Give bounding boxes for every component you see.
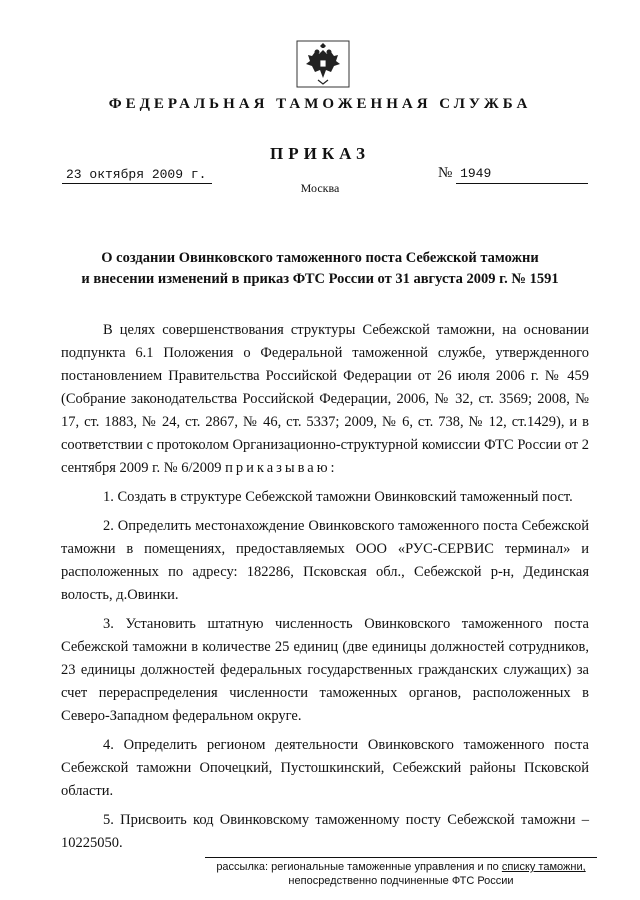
distribution-text-b: списку таможни, — [501, 861, 586, 873]
distribution-text-2: непосредственно подчиненные ФТС России — [288, 875, 514, 887]
number-prefix: № — [438, 165, 453, 181]
order-item-4: 4. Определить регионом деятельности Овинковского таможенного поста Себежской таможни Опочецкий, Пустошкинский, Себежский районы Псковской области. — [61, 737, 589, 799]
preamble-paragraph — [61, 319, 589, 480]
footer-divider — [205, 857, 597, 858]
order-item-2: 2. Определить местонахождение Овинковского таможенного поста Себежской таможни в помещениях, предоставляемых ООО «РУС-СЕРВИС терминал» и расположенных по адресу: 182286, Псковская обл., Себежской р-н, Дединская волость, д.Овинки. — [61, 518, 589, 603]
subject-line-1: О создании Овинковского таможенного поста Себежской таможни — [101, 250, 539, 266]
order-item-1: 1. Создать в структуре Себежской таможни Овинковский таможенный пост. — [103, 489, 573, 505]
russian-coat-of-arms-icon — [296, 40, 350, 88]
city: Москва — [300, 181, 340, 195]
distribution-note — [205, 860, 597, 888]
order-date: 23 октября 2009 г. — [62, 167, 212, 184]
subject-line-2: и внесении изменений в приказ ФТС России от 31 августа 2009 г. № 1591 — [81, 271, 559, 287]
order-word: приказываю: — [225, 460, 338, 476]
agency-name: ФЕДЕРАЛЬНАЯ ТАМОЖЕННАЯ СЛУЖБА — [108, 96, 532, 112]
order-subject — [40, 248, 600, 290]
distribution-text-a: рассылка: региональные таможенные управления и по — [216, 861, 502, 873]
number-value: 1949 — [456, 165, 588, 184]
order-item-3: 3. Установить штатную численность Овинковского таможенного поста Себежской таможни в количестве 25 единиц (две единицы должностей сотрудников, 23 единицы должностей федеральных государственных гражданских служащих) за счет перераспределения численности таможенных органов, расположенных в Северо-Западном федеральном округе. — [61, 616, 589, 724]
order-item-5: 5. Присвоить код Овинковскому таможенному посту Себежской таможни – 10225050. — [61, 812, 589, 851]
preamble-text: В целях совершенствования структуры Себежской таможни, на основании подпункта 6.1 Положения о Федеральной таможенной службе, утвержденного постановлением Правительства Российской Федерации от 26 июля 2006 г. № 459 (Собрание законодательства Российской Федерации, 2006, № 32, ст. 3569; 2008, № 17, ст. 1883, № 24, ст. 2867, № 46, ст. 5337; 2009, № 6, ст. 738, № 12, ст.1429), и в соответствии с протоколом Организационно-структурной комиссии ФТС России от 2 сентября 2009 г. № 6/2009 — [61, 322, 589, 476]
order-body — [61, 319, 589, 861]
document-type: ПРИКАЗ — [270, 144, 370, 163]
